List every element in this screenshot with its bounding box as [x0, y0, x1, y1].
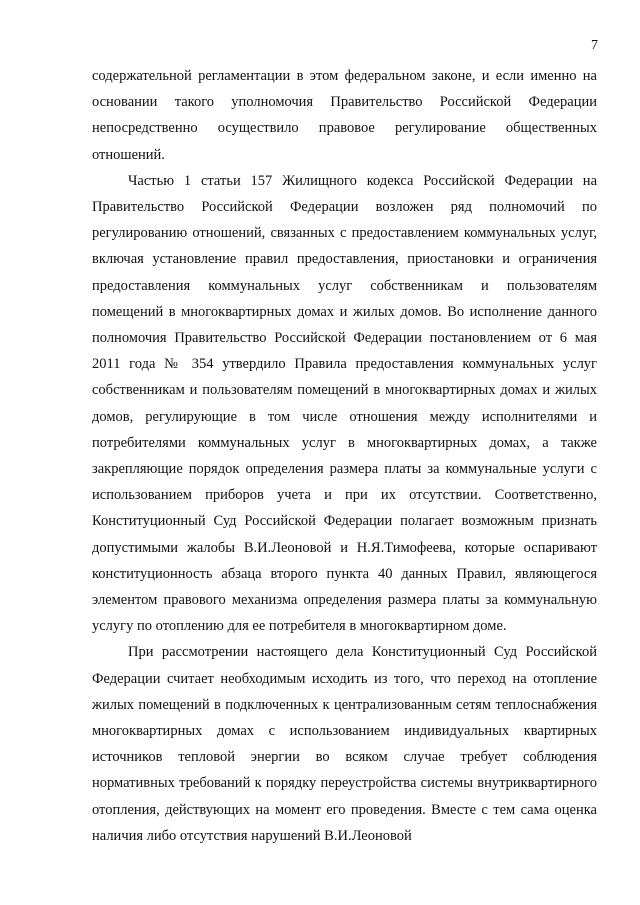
- page-number: 7: [591, 38, 598, 53]
- document-body: [92, 63, 597, 849]
- paragraph-1: содержательной регламентации в этом федеральном законе, и если именно на основании такого уполномочия Правительство Российской Федерации непосредственно осуществило правовое регулирование общественных отношений.: [92, 68, 597, 163]
- paragraph-2: Частью 1 статьи 157 Жилищного кодекса Российской Федерации на Правительство Российской Федерации возложен ряд полномочий по регулированию отношений, связанных с предоставлением коммунальных услуг, включая установление правил предоставления, приостановки и ограничения предоставления коммунальных услуг собственникам и пользователям помещений в многоквартирных домах и жилых домов. Во исполнение данного полномочия Правительство Российской Федерации постановлением от 6 мая 2011 года № 354 утвердило Правила предоставления коммунальных услуг собственникам и пользователям помещений в многоквартирных домах и жилых домов, регулирующие в том числе отношения между исполнителями и потребителями коммунальных услуг в многоквартирных домах, а также закрепляющие порядок определения размера платы за коммунальные услуги с использованием приборов учета и при их отсутствии. Соответственно, Конституционный Суд Российской Федерации полагает возможным признать допустимыми жалобы В.И.Леоновой и Н.Я.Тимофеева, которые оспаривают конституционность абзаца второго пункта 40 данных Правил, являющегося элементом правового механизма определения размера платы за коммунальную услугу по отоплению для ее потребителя в многоквартирном доме.: [92, 172, 597, 635]
- paragraph-3: При рассмотрении настоящего дела Конституционный Суд Российской Федерации считает необходимым исходить из того, что переход на отопление жилых помещений в подключенных к централизованным сетям теплоснабжения многоквартирных домах с использованием индивидуальных квартирных источников тепловой энергии во всяком случае требует соблюдения нормативных требований к порядку переустройства системы внутриквартирного отопления, действующих на момент его проведения. Вместе с тем сама оценка наличия либо отсутствия нарушений В.И.Леоновой: [92, 644, 597, 844]
